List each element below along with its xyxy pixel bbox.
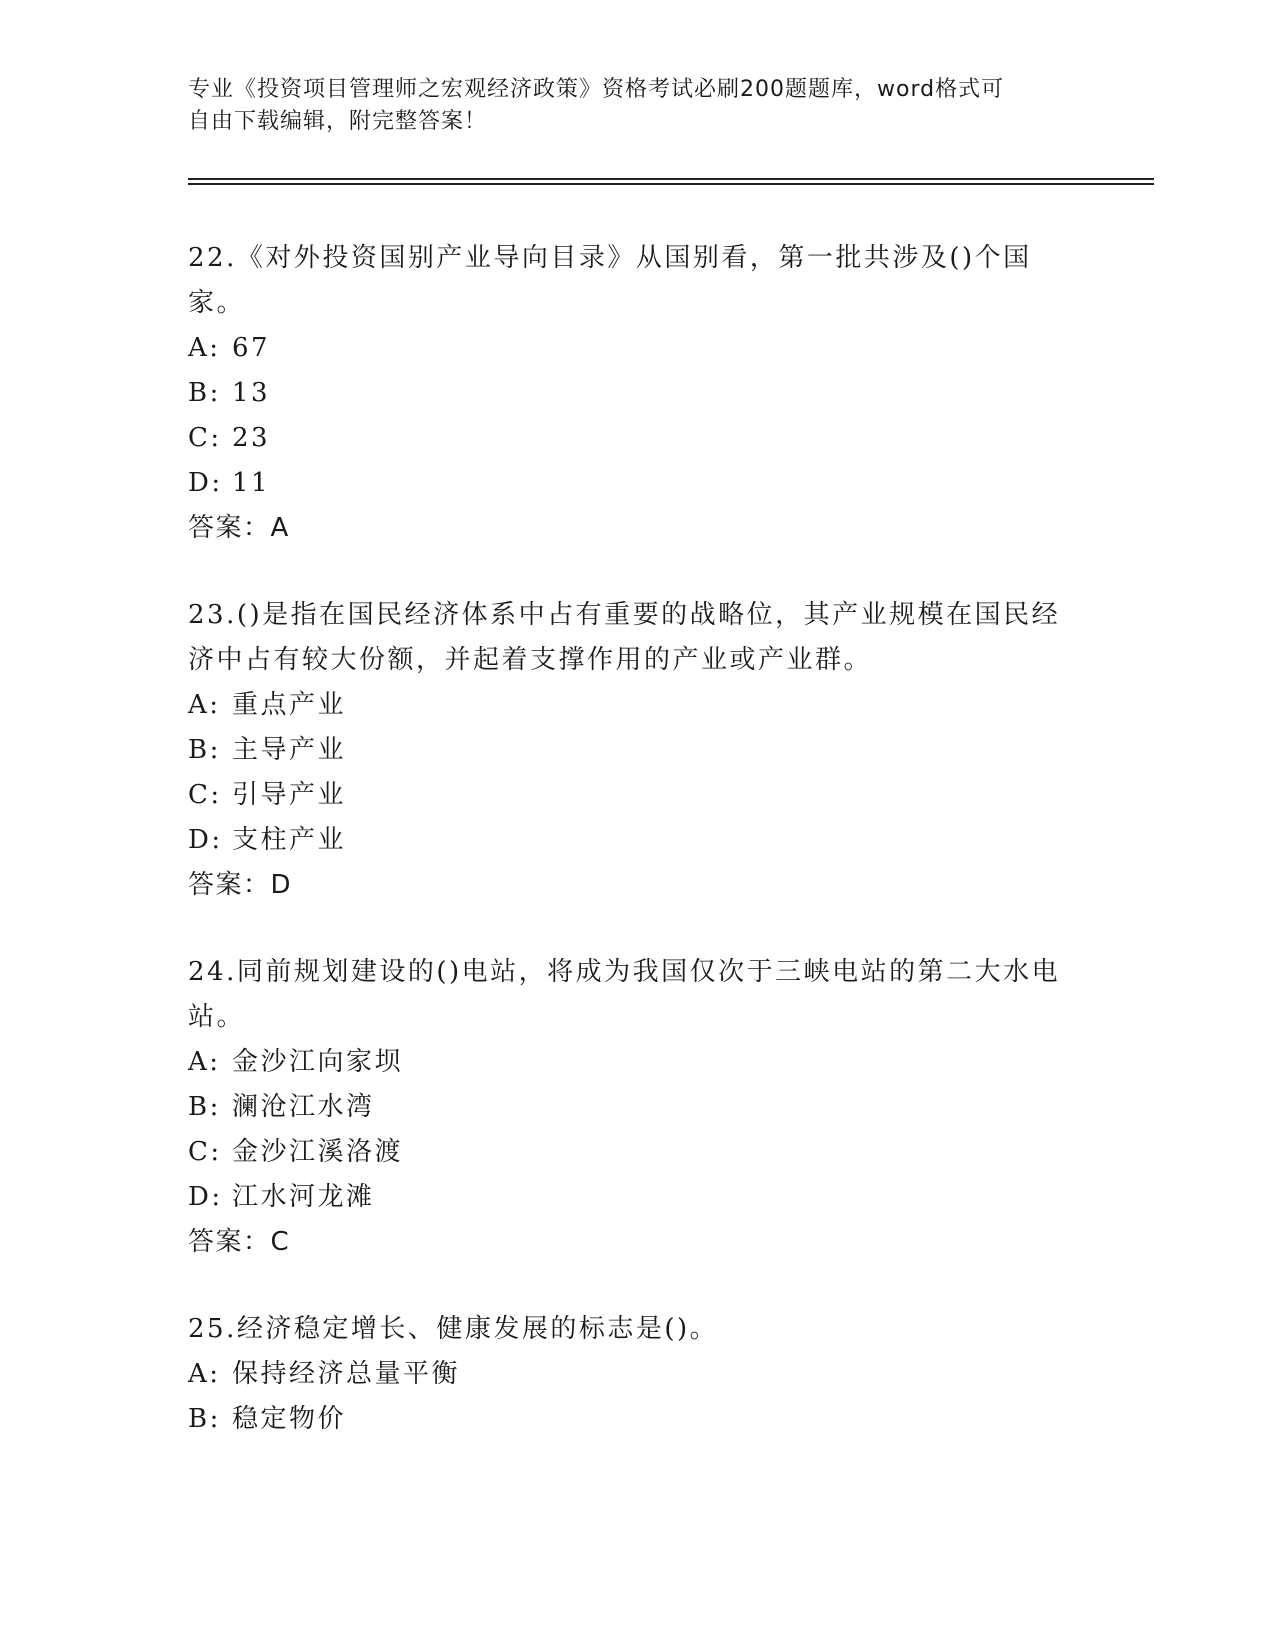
option-text: 23 xyxy=(232,423,271,453)
question-24 xyxy=(188,950,1088,1265)
option-d xyxy=(188,818,1088,863)
option-text: 金沙江向家坝 xyxy=(232,1047,404,1077)
option-a xyxy=(188,683,1088,728)
option-text: 金沙江溪洛渡 xyxy=(232,1137,404,1167)
header-divider-bottom xyxy=(188,183,1154,185)
answer-line: 答案：D xyxy=(188,870,293,900)
option-text: 67 xyxy=(232,333,271,363)
answer-line: 答案：C xyxy=(188,1227,291,1257)
question-25 xyxy=(188,1307,1088,1442)
option-letter: C: xyxy=(188,1137,222,1167)
answer-line: 答案：A xyxy=(188,513,290,543)
option-letter: B: xyxy=(188,1092,221,1122)
option-b xyxy=(188,1397,1088,1442)
option-letter: D: xyxy=(188,1182,223,1212)
option-letter: D: xyxy=(188,825,223,855)
question-stem: 22.《对外投资国别产业导向目录》从国别看，第一批共涉及()个国家。 xyxy=(188,243,1032,318)
option-d xyxy=(188,1175,1088,1220)
header-line-1: 专业《投资项目管理师之宏观经济政策》资格考试必刷200题题库，word格式可 xyxy=(188,77,1005,102)
option-text: 稳定物价 xyxy=(232,1404,347,1434)
option-text: 澜沧江水湾 xyxy=(232,1092,375,1122)
option-letter: A: xyxy=(188,690,221,720)
option-text: 引导产业 xyxy=(232,780,347,810)
option-text: 支柱产业 xyxy=(232,825,347,855)
option-letter: C: xyxy=(188,780,222,810)
option-b xyxy=(188,371,1088,416)
question-stem: 24.同前规划建设的()电站，将成为我国仅次于三峡电站的第二大水电站。 xyxy=(188,957,1061,1032)
option-a xyxy=(188,326,1088,371)
option-letter: C: xyxy=(188,423,222,453)
option-letter: A: xyxy=(188,1047,221,1077)
header-divider-top xyxy=(188,178,1154,180)
option-c xyxy=(188,1130,1088,1175)
option-letter: B: xyxy=(188,1404,221,1434)
option-letter: D: xyxy=(188,468,223,498)
option-text: 11 xyxy=(232,468,271,498)
option-letter: A: xyxy=(188,333,221,363)
option-b xyxy=(188,728,1088,773)
option-a xyxy=(188,1352,1088,1397)
question-stem: 25.经济稳定增长、健康发展的标志是()。 xyxy=(188,1314,719,1344)
document-header xyxy=(188,74,1068,138)
option-letter: A: xyxy=(188,1359,221,1389)
option-a xyxy=(188,1040,1088,1085)
header-line-2: 自由下载编辑，附完整答案！ xyxy=(188,109,488,134)
option-text: 主导产业 xyxy=(232,735,347,765)
question-list xyxy=(188,236,1088,1484)
option-d xyxy=(188,461,1088,506)
option-b xyxy=(188,1085,1088,1130)
option-letter: B: xyxy=(188,378,221,408)
option-text: 江水河龙滩 xyxy=(232,1182,375,1212)
question-22 xyxy=(188,236,1088,551)
question-stem: 23.()是指在国民经济体系中占有重要的战略位，其产业规模在国民经济中占有较大份额，并起着支撑作用的产业或产业群。 xyxy=(188,600,1061,675)
question-23 xyxy=(188,593,1088,908)
option-c xyxy=(188,773,1088,818)
option-text: 13 xyxy=(232,378,271,408)
option-text: 保持经济总量平衡 xyxy=(232,1359,461,1389)
option-letter: B: xyxy=(188,735,221,765)
option-c xyxy=(188,416,1088,461)
option-text: 重点产业 xyxy=(232,690,347,720)
